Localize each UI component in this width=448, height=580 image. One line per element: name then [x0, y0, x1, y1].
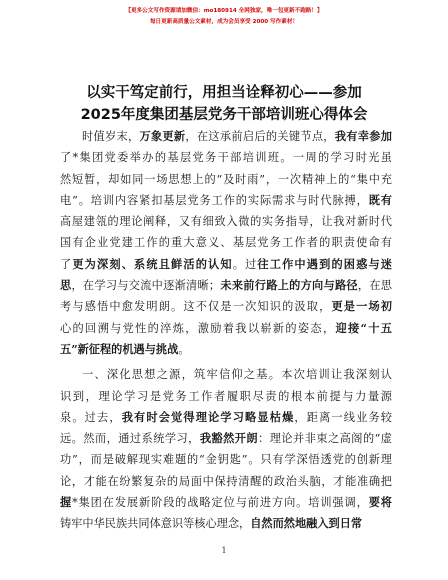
paragraph [60, 126, 392, 360]
text-run: 一、深化思想之源，筑牢信仰之基。本次培训让我深刻认 [82, 368, 392, 382]
text-run: ：理论并非束之高阁的“虚 [258, 432, 392, 446]
text-run: 高屋建瓴的理论阐释，又有细致入微的实务指导，让我对新时代 [60, 215, 392, 229]
text-line [60, 386, 392, 407]
bold-text-run: 我豁然开朗 [199, 431, 259, 446]
text-line [60, 513, 392, 534]
bold-text-run: 我有幸参加 [334, 129, 392, 143]
bold-text-run: 往工作中遇到的困惑与迷 [257, 256, 392, 271]
document-title [0, 82, 448, 126]
paragraph [60, 364, 392, 534]
promo-banner [0, 6, 448, 28]
text-line [60, 169, 392, 190]
text-line [60, 318, 392, 339]
text-line [60, 407, 392, 428]
text-run: 。过 [232, 257, 258, 271]
text-line [60, 211, 392, 232]
text-run: 了 [60, 257, 73, 271]
text-line [60, 296, 392, 317]
text-run: 然短暂，却如同一场思想上的“及时雨”，一次精神上的“集中充 [60, 172, 392, 186]
text-run: 铸牢中华民族共同体意识等核心理念， [60, 517, 251, 531]
promo-banner-line-2: 每日更新高质量公文素材，成为会员享受 2000 写作素材！ [149, 19, 299, 25]
text-run: 心的回溯与党性的淬炼，激励着我以崭新的姿态， [60, 321, 336, 335]
text-run: ，在思 [357, 279, 392, 293]
text-run: 泉。过去， [60, 410, 122, 424]
document-title-line-1: 以实干笃定前行，用担当诠释初心——参加 [86, 85, 362, 101]
bold-text-run: 我有时会觉得理论学习略显枯燥 [121, 409, 295, 424]
text-run: 时值岁末， [82, 130, 140, 143]
text-run: ，在这承前启后的关键节点， [185, 130, 335, 143]
text-line [60, 147, 392, 168]
text-line [60, 190, 392, 211]
bold-text-run: 更为深刻、系统且鲜活的认知 [72, 256, 233, 271]
document-body [60, 126, 392, 535]
text-run: 电”。培训内容紧扣基层党务工作的实际需求与时代脉搏， [60, 193, 369, 207]
text-line [60, 126, 392, 147]
text-run: 识到，理论学习是党务工作者履职尽责的根本前提与力量源 [60, 389, 392, 403]
text-run: 论，才能在纷繁复杂的局面中保持清醒的政治头脑，才能准确把 [60, 474, 392, 488]
text-line [60, 339, 392, 360]
bold-text-run: 握 [60, 495, 73, 510]
document-title-line-2: 2025年度集团基层党务干部培训班心得体会 [80, 107, 368, 123]
text-run: 了*集团党委举办的基层党务干部培训班。一周的学习时光虽 [60, 151, 392, 165]
promo-banner-line-1: 【更多公文写作资源请加微信：mo180914 全网独家，唯一包更新不跑路！】 [125, 8, 323, 14]
text-run: *集团在发展新阶段的战略定位与前进方向。培训强调， [72, 496, 369, 510]
text-line [60, 492, 392, 513]
text-run: 国有企业党建工作的重大意义、基层党务工作者的职责使命有 [60, 236, 392, 250]
bold-text-run: 未来前行路上的方向与路径 [220, 278, 358, 293]
bold-text-run: 自然而然地融入到日常 [250, 516, 363, 531]
text-line [60, 254, 392, 275]
text-run: ，在学习与交流中逐渐清晰； [71, 279, 221, 293]
text-run: 远。然而，通过系统学习， [60, 432, 200, 446]
text-run: 。 [178, 342, 190, 356]
bold-text-run: 万象更新 [139, 129, 186, 143]
text-run: 功”，而是破解现实难题的“金钥匙”。只有学深悟透党的创新理 [60, 453, 392, 467]
bold-text-run: 更是一场初 [331, 299, 392, 314]
text-run: ，距离一线业务较 [294, 410, 392, 424]
text-line [60, 364, 392, 385]
text-line [60, 449, 392, 470]
bold-text-run: 思 [60, 278, 72, 293]
bold-text-run: 五”新征程的机遇与挑战 [60, 341, 179, 356]
text-run: 考与感悟中愈发明朗。这不仅是一次知识的汲取， [60, 300, 332, 314]
bold-text-run: 要将 [368, 495, 392, 510]
bold-text-run: 既有 [368, 192, 392, 207]
page-number: 1 [221, 546, 227, 555]
bold-text-run: 迎接“十五 [335, 320, 392, 335]
text-line [60, 232, 392, 253]
text-line [60, 275, 392, 296]
text-line [60, 428, 392, 449]
text-line [60, 471, 392, 492]
